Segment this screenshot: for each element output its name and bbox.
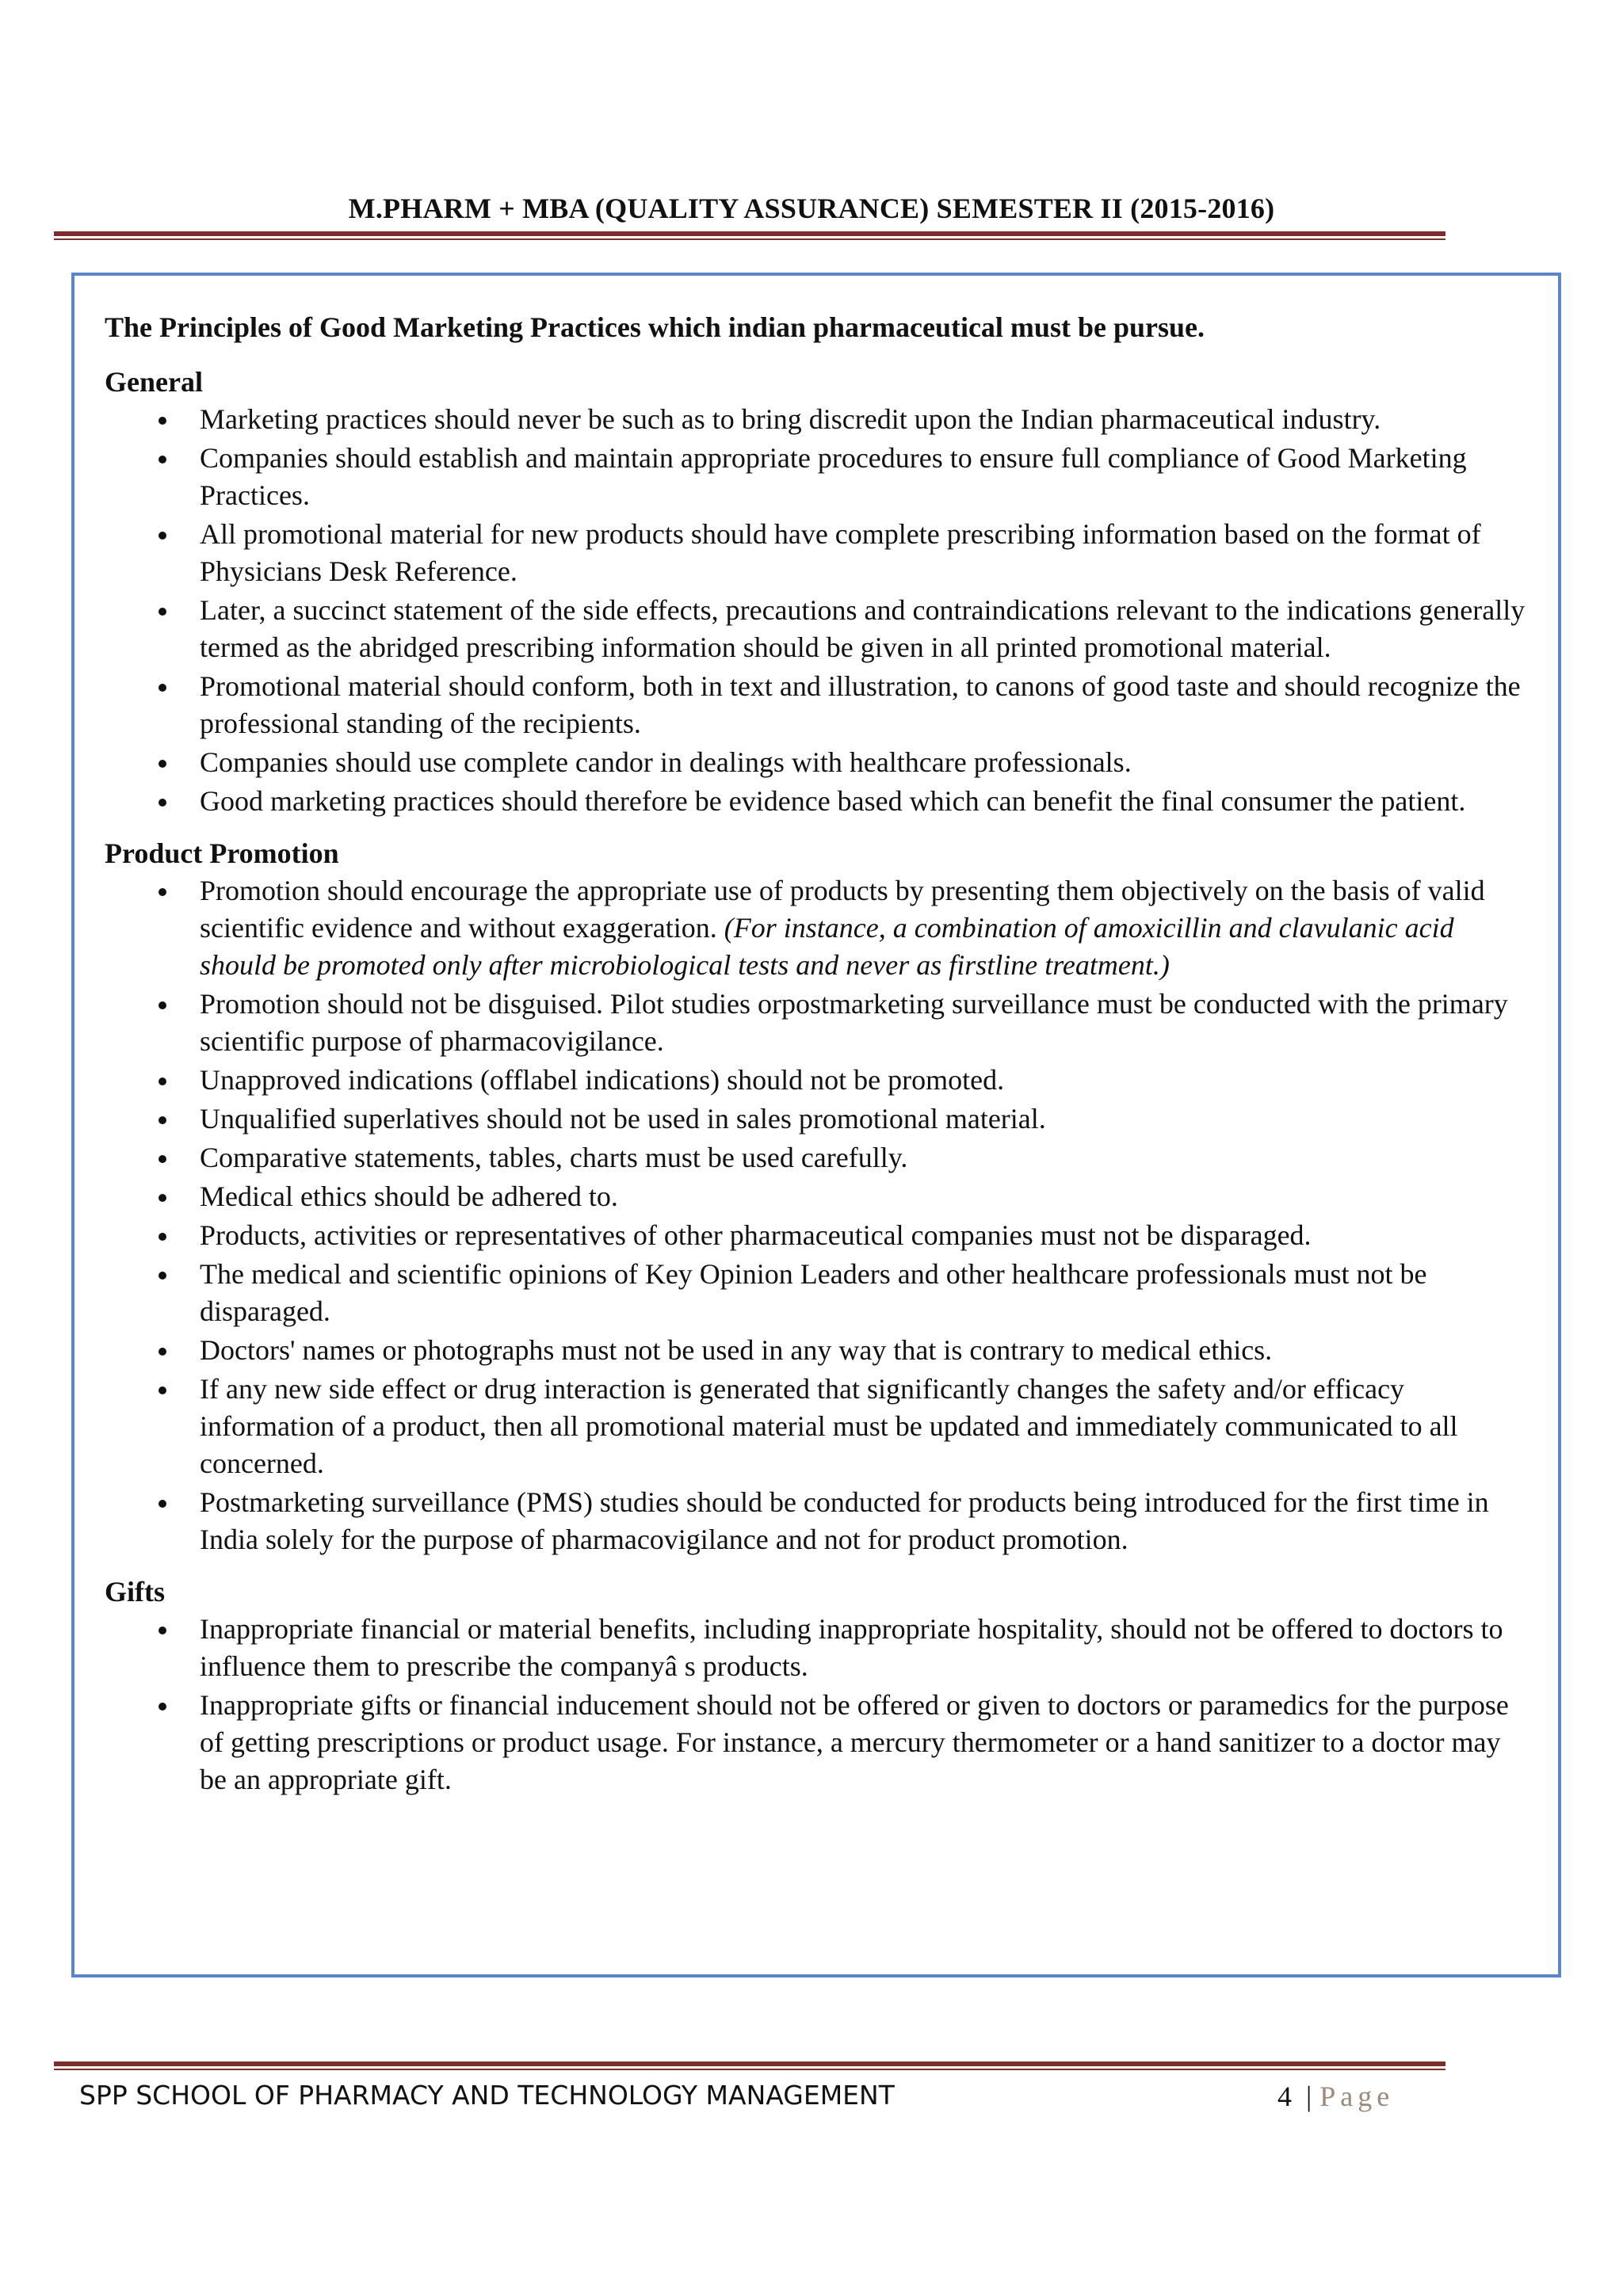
header-divider (54, 231, 1445, 236)
list-item: All promotional material for new products should have complete prescribing information based on the format of Physicians Desk Reference. (105, 516, 1531, 590)
list-item: Doctors' names or photographs must not be used in any way that is contrary to medical ethics. (105, 1332, 1531, 1369)
page-number: 4 (1277, 2081, 1292, 2112)
footer-divider-thin (54, 2069, 1445, 2070)
list-item: Companies should establish and maintain appropriate procedures to ensure full compliance of Good Marketing Practices. (105, 440, 1531, 514)
section-heading-general: General (105, 366, 203, 398)
list-item: Companies should use complete candor in dealings with healthcare professionals. (105, 744, 1531, 781)
list-item: Unapproved indications (offlabel indications) should not be promoted. (105, 1062, 1531, 1099)
list-item-text: Promotion should encourage the appropriate use of products by presenting them objectively on the basis of valid scientific evidence and without exaggeration. (200, 875, 1485, 944)
document-body (105, 309, 1531, 1814)
section-heading-product-promotion: Product Promotion (105, 837, 339, 869)
footer-divider (54, 2061, 1445, 2066)
general-list (105, 401, 1531, 820)
page-separator: | (1306, 2081, 1312, 2112)
footer-institution: SPP SCHOOL OF PHARMACY AND TECHNOLOGY MANAGEMENT (79, 2080, 895, 2111)
list-item: The medical and scientific opinions of Key Opinion Leaders and other healthcare professionals must not be disparaged. (105, 1256, 1531, 1330)
list-item: Promotion should not be disguised. Pilot studies orpostmarketing surveillance must be conducted with the primary scientific purpose of pharmacovigilance. (105, 986, 1531, 1060)
document-title: The Principles of Good Marketing Practices which indian pharmaceutical must be pursue. (105, 311, 1205, 343)
list-item: Inappropriate gifts or financial inducement should not be offered or given to doctors or paramedics for the purpose of getting prescriptions or product usage. For instance, a mercury thermometer or a hand sanitizer to a doctor may be an appropriate gift. (105, 1687, 1531, 1798)
list-item: Good marketing practices should therefore be evidence based which can benefit the final consumer the patient. (105, 783, 1531, 820)
list-item: Medical ethics should be adhered to. (105, 1178, 1531, 1215)
list-item: Marketing practices should never be such as to bring discredit upon the Indian pharmaceutical industry. (105, 401, 1531, 438)
list-item: Comparative statements, tables, charts must be used carefully. (105, 1139, 1531, 1177)
list-item (105, 872, 1531, 984)
list-item: Promotional material should conform, both in text and illustration, to canons of good taste and should recognize the professional standing of the recipients. (105, 668, 1531, 742)
list-item: Products, activities or representatives of other pharmaceutical companies must not be disparaged. (105, 1217, 1531, 1254)
list-item: Inappropriate financial or material benefits, including inappropriate hospitality, should not be offered to doctors to influence them to prescribe the companyâ s products. (105, 1611, 1531, 1685)
list-item: Unqualified superlatives should not be used in sales promotional material. (105, 1100, 1531, 1138)
product-promotion-list (105, 872, 1531, 1558)
list-item: Postmarketing surveillance (PMS) studies should be conducted for products being introduced for the first time in India solely for the purpose of pharmacovigilance and not for product promotion. (105, 1484, 1531, 1558)
list-item: Later, a succinct statement of the side effects, precautions and contraindications relevant to the indications generally termed as the abridged prescribing information should be given in all printed promotional material. (105, 592, 1531, 666)
list-item: If any new side effect or drug interaction is generated that significantly changes the safety and/or efficacy information of a product, then all promotional material must be updated and immediately communicated to all concerned. (105, 1371, 1531, 1482)
page-label: Page (1319, 2081, 1395, 2112)
gifts-list (105, 1611, 1531, 1798)
page-header-title: M.PHARM + MBA (QUALITY ASSURANCE) SEMESTER II (2015-2016) (348, 193, 1275, 224)
list-item-example: (For instance, a combination of amoxicillin and clavulanic acid should be promoted only after microbiological tests and never as firstline treatment.) (200, 912, 1454, 981)
page-number-block (1277, 2080, 1394, 2113)
section-heading-gifts: Gifts (105, 1576, 165, 1608)
header-divider-thin (54, 238, 1445, 240)
